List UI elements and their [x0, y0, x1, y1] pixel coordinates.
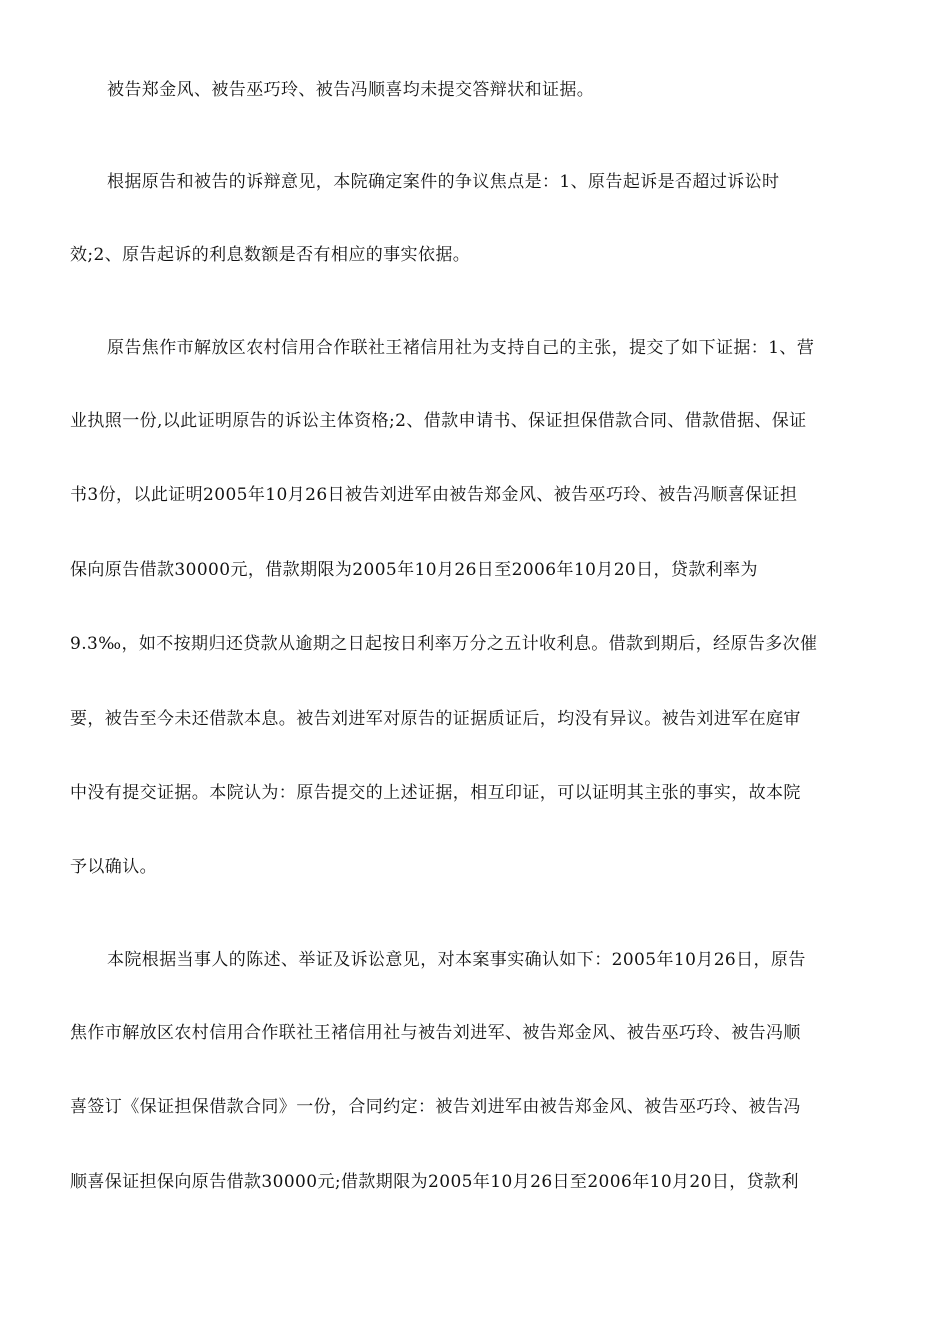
paragraph-3-line-3: 书3份，以此证明2005年10月26日被告刘进军由被告郑金风、被告巫巧玲、被告冯顺喜保证担 — [70, 485, 798, 505]
paragraph-1-line-1: 被告郑金风、被告巫巧玲、被告冯顺喜均未提交答辩状和证据。 — [107, 80, 595, 100]
paragraph-3-line-7: 中没有提交证据。本院认为：原告提交的上述证据，相互印证，可以证明其主张的事实，故本院 — [70, 783, 801, 803]
paragraph-3-line-5: 9.3‰，如不按期归还贷款从逾期之日起按日利率万分之五计收利息。借款到期后，经原告多次催 — [70, 634, 818, 654]
paragraph-2-line-2: 效;2、原告起诉的利息数额是否有相应的事实依据。 — [70, 245, 471, 265]
paragraph-3-line-8: 予以确认。 — [70, 857, 157, 877]
paragraph-3-line-2: 业执照一份,以此证明原告的诉讼主体资格;2、借款申请书、保证担保借款合同、借款借据、保证 — [70, 411, 807, 431]
paragraph-4-line-2: 焦作市解放区农村信用合作联社王褚信用社与被告刘进军、被告郑金风、被告巫巧玲、被告冯顺 — [70, 1023, 801, 1043]
paragraph-4-line-1: 本院根据当事人的陈述、举证及诉讼意见，对本案事实确认如下：2005年10月26日，原告 — [107, 950, 806, 970]
paragraph-3-line-1: 原告焦作市解放区农村信用合作联社王褚信用社为支持自己的主张，提交了如下证据：1、营 — [107, 338, 815, 358]
paragraph-3-line-6: 要，被告至今未还借款本息。被告刘进军对原告的证据质证后，均没有异议。被告刘进军在庭审 — [70, 709, 801, 729]
paragraph-4-line-4: 顺喜保证担保向原告借款30000元;借款期限为2005年10月26日至2006年10月20日，贷款利 — [70, 1172, 799, 1192]
paragraph-3-line-4: 保向原告借款30000元，借款期限为2005年10月26日至2006年10月20日，贷款利率为 — [70, 560, 758, 580]
paragraph-4-line-3: 喜签订《保证担保借款合同》一份，合同约定：被告刘进军由被告郑金风、被告巫巧玲、被告冯 — [70, 1097, 801, 1117]
paragraph-2-line-1: 根据原告和被告的诉辩意见，本院确定案件的争议焦点是：1、原告起诉是否超过诉讼时 — [107, 172, 780, 192]
